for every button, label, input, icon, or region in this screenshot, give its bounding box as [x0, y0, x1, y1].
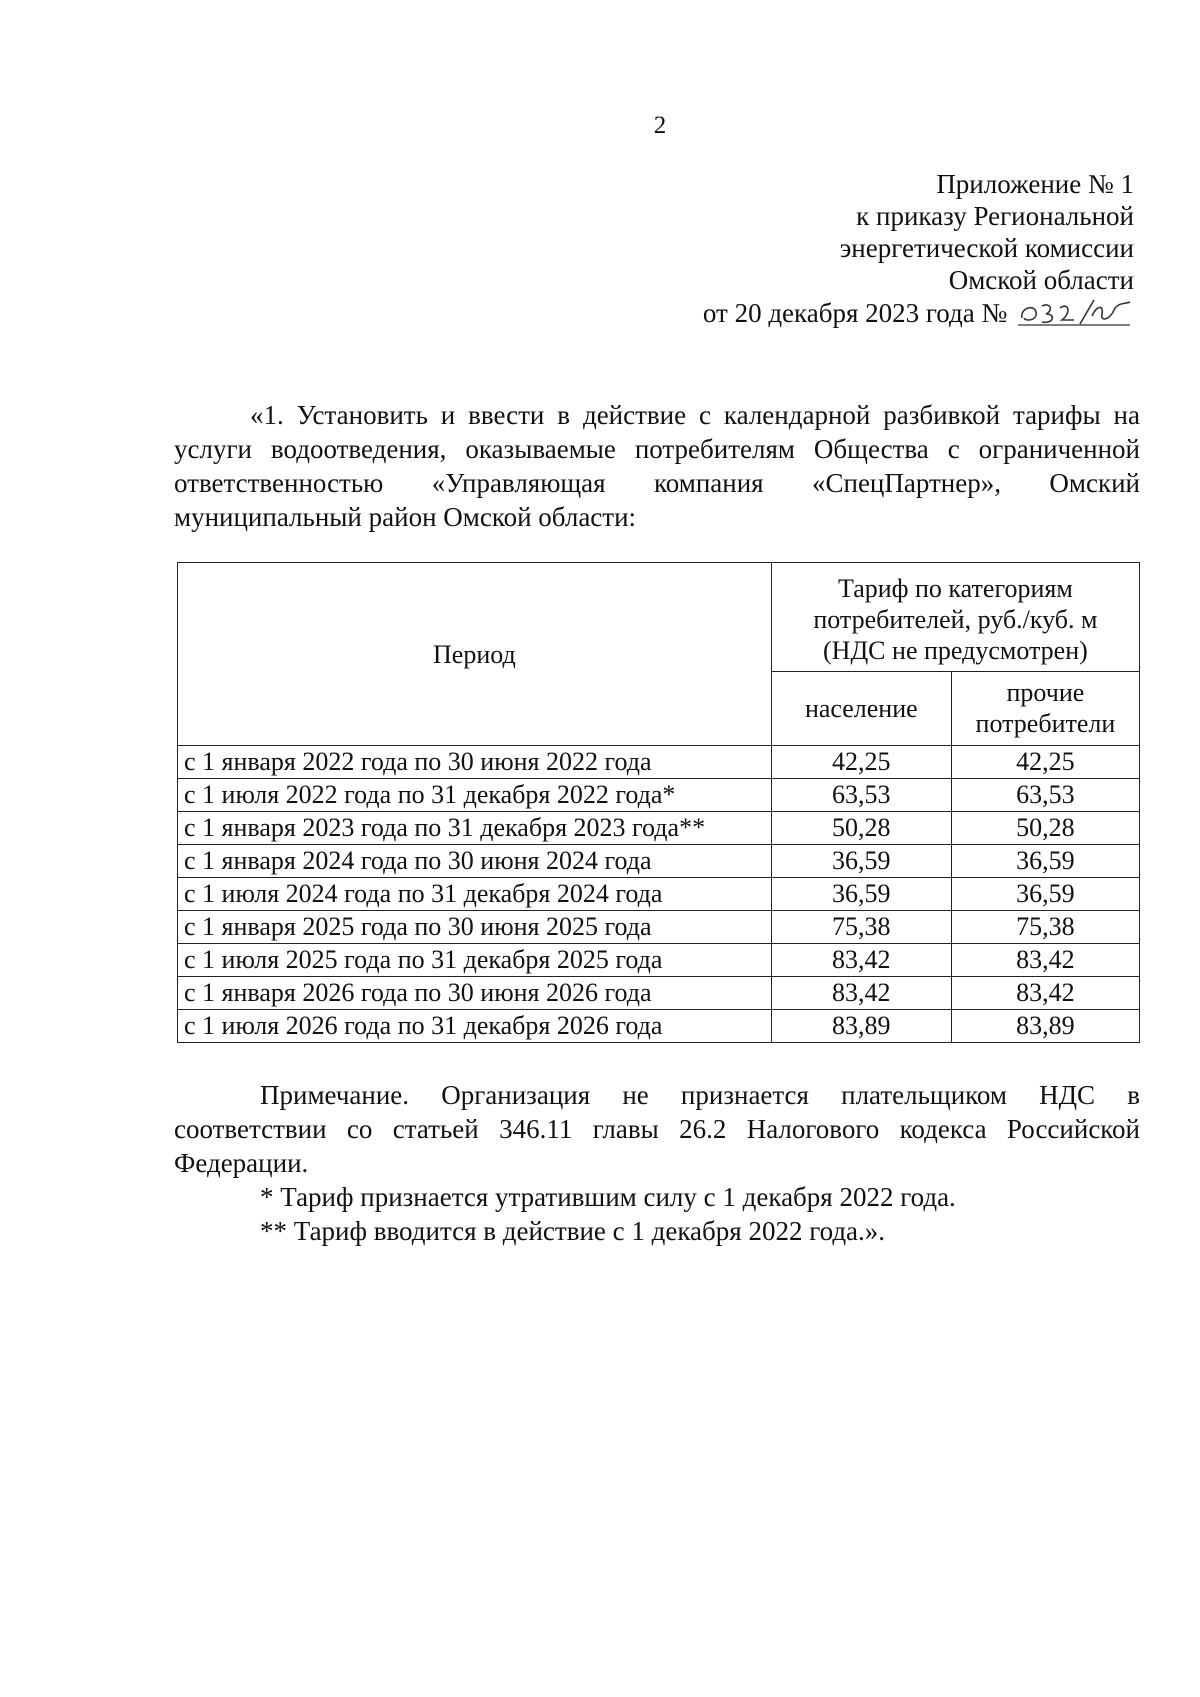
- period-cell: с 1 января 2026 года по 30 июня 2026 года: [178, 977, 772, 1010]
- handwritten-order-number: [1014, 296, 1134, 326]
- population-tariff-cell: 36,59: [771, 845, 951, 878]
- others-tariff-cell: 75,38: [951, 911, 1139, 944]
- population-tariff-cell: 36,59: [771, 878, 951, 911]
- note-paragraph: Примечание. Организация не признается плательщиком НДС в соответствии со статьей 346.11 главы 26.2 Налогового кодекса Российской Федерации.: [174, 1080, 1140, 1178]
- others-tariff-cell: 83,42: [951, 944, 1139, 977]
- table-row: [178, 812, 1140, 845]
- appendix-order-ref: к приказу Региональной: [856, 201, 1134, 231]
- appendix-date-line: [703, 296, 1134, 329]
- period-header: Период: [178, 563, 772, 746]
- appendix-header: [703, 168, 1134, 329]
- others-tariff-cell: 83,89: [951, 1010, 1139, 1043]
- appendix-region: Омской области: [948, 265, 1134, 295]
- table-row: [178, 911, 1140, 944]
- population-tariff-cell: 83,42: [771, 977, 951, 1010]
- period-cell: с 1 июля 2024 года по 31 декабря 2024 года: [178, 878, 772, 911]
- intro-paragraph: «1. Установить и ввести в действие с календарной разбивкой тарифы на услуги водоотведения, оказываемые потребителям Общества с ограниченной ответственностью «Управляющая компания «СпецПартнер», Омский муниципальный район Омской области:: [174, 400, 1140, 532]
- table-header-row: [178, 563, 1140, 672]
- tariff-header: Тариф по категориям потребителей, руб./куб. м (НДС не предусмотрен): [771, 563, 1139, 672]
- period-cell: с 1 января 2022 года по 30 июня 2022 года: [178, 746, 772, 779]
- tariff-table: [177, 562, 1140, 1043]
- period-cell: с 1 июля 2026 года по 31 декабря 2026 года: [178, 1010, 772, 1043]
- others-header: прочие потребители: [951, 671, 1139, 745]
- appendix-title: Приложение № 1: [936, 169, 1134, 199]
- others-tariff-cell: 36,59: [951, 845, 1139, 878]
- others-tariff-cell: 83,42: [951, 977, 1139, 1010]
- period-cell: с 1 июля 2025 года по 31 декабря 2025 года: [178, 944, 772, 977]
- population-tariff-cell: 75,38: [771, 911, 951, 944]
- population-tariff-cell: 83,42: [771, 944, 951, 977]
- footnote-double-asterisk: ** Тариф вводится в действие с 1 декабря 2022 года.».: [260, 1216, 886, 1246]
- population-header: население: [771, 671, 951, 745]
- page-number: 2: [653, 112, 667, 139]
- table-row: [178, 944, 1140, 977]
- appendix-commission: энергетической комиссии: [839, 233, 1134, 263]
- table-row: [178, 1010, 1140, 1043]
- others-tariff-cell: 36,59: [951, 878, 1139, 911]
- table-row: [178, 845, 1140, 878]
- footnote-single-asterisk: * Тариф признается утратившим силу с 1 декабря 2022 года.: [260, 1182, 956, 1212]
- notes-section: [174, 1078, 1140, 1248]
- others-tariff-cell: 63,53: [951, 779, 1139, 812]
- population-tariff-cell: 42,25: [771, 746, 951, 779]
- table-row: [178, 746, 1140, 779]
- others-tariff-cell: 42,25: [951, 746, 1139, 779]
- period-cell: с 1 июля 2022 года по 31 декабря 2022 года*: [178, 779, 772, 812]
- appendix-date: от 20 декабря 2023 года №: [702, 298, 1008, 328]
- others-tariff-cell: 50,28: [951, 812, 1139, 845]
- table-row: [178, 977, 1140, 1010]
- table-row: [178, 779, 1140, 812]
- period-cell: с 1 января 2024 года по 30 июня 2024 года: [178, 845, 772, 878]
- period-cell: с 1 января 2025 года по 30 июня 2025 года: [178, 911, 772, 944]
- population-tariff-cell: 83,89: [771, 1010, 951, 1043]
- period-cell: с 1 января 2023 года по 31 декабря 2023 года**: [178, 812, 772, 845]
- table-row: [178, 878, 1140, 911]
- population-tariff-cell: 50,28: [771, 812, 951, 845]
- population-tariff-cell: 63,53: [771, 779, 951, 812]
